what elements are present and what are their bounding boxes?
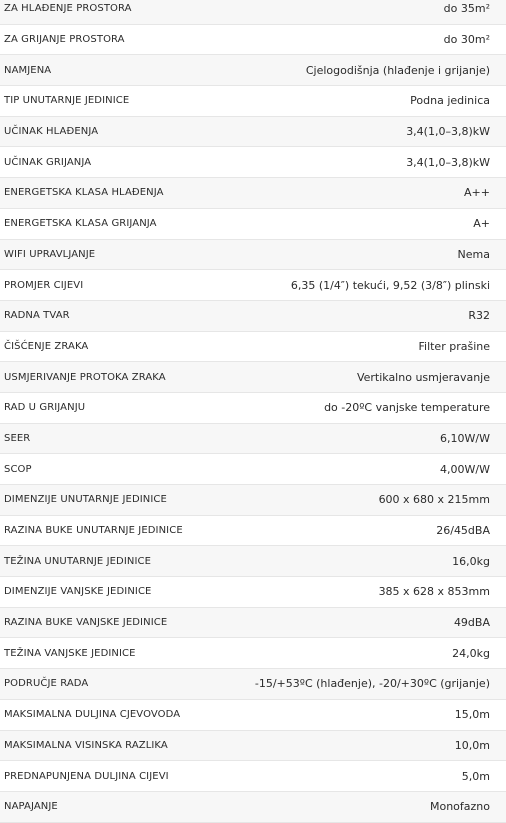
spec-value: 15,0m (454, 708, 490, 722)
spec-row (0, 86, 506, 117)
spec-row (0, 332, 506, 363)
spec-row (0, 761, 506, 792)
spec-value: 385 x 628 x 853mm (378, 585, 490, 599)
spec-value: 3,4(1,0–3,8)kW (406, 125, 490, 139)
spec-label: ČIŠĆENJE ZRAKA (4, 340, 89, 352)
spec-value: 6,35 (1/4″) tekući, 9,52 (3/8″) plinski (290, 278, 490, 292)
spec-label: PREDNAPUNJENA DULJINA CIJEVI (4, 770, 169, 782)
spec-row (0, 608, 506, 639)
spec-label: RAZINA BUKE VANJSKE JEDINICE (4, 617, 168, 629)
spec-row (0, 240, 506, 271)
spec-value: do 30m² (443, 33, 490, 47)
spec-value: Vertikalno usmjeravanje (356, 370, 490, 384)
spec-value: do 35m² (443, 2, 490, 16)
spec-value: 3,4(1,0–3,8)kW (406, 155, 490, 169)
spec-label: DIMENZIJE UNUTARNJE JEDINICE (4, 494, 167, 506)
spec-row (0, 792, 506, 823)
spec-label: ZA GRIJANJE PROSTORA (4, 34, 125, 46)
spec-value: Filter prašine (418, 339, 490, 353)
spec-value: A+ (473, 217, 490, 231)
spec-label: NAMJENA (4, 64, 52, 76)
spec-label: ENERGETSKA KLASA HLAĐENJA (4, 187, 164, 199)
spec-value: A++ (464, 186, 490, 200)
spec-label: ENERGETSKA KLASA GRIJANJA (4, 218, 157, 230)
spec-row (0, 454, 506, 485)
spec-label: TEŽINA VANJSKE JEDINICE (4, 647, 136, 659)
spec-label: RADNA TVAR (4, 310, 70, 322)
spec-label: MAKSIMALNA VISINSKA RAZLIKA (4, 739, 168, 751)
spec-label: SCOP (4, 463, 32, 475)
spec-row (0, 117, 506, 148)
spec-value: 16,0kg (452, 554, 490, 568)
spec-value: 26/45dBA (436, 524, 490, 538)
spec-row (0, 700, 506, 731)
spec-value: 10,0m (454, 738, 490, 752)
spec-label: ZA HLAĐENJE PROSTORA (4, 3, 132, 15)
spec-row (0, 424, 506, 455)
spec-row (0, 362, 506, 393)
spec-label: WIFI UPRAVLJANJE (4, 248, 96, 260)
spec-row (0, 669, 506, 700)
spec-value: 24,0kg (452, 646, 490, 660)
spec-row (0, 209, 506, 240)
spec-row (0, 270, 506, 301)
spec-value: Nema (457, 247, 490, 261)
spec-value: Monofazno (429, 800, 490, 814)
spec-label: RAD U GRIJANJU (4, 402, 86, 414)
spec-value: R32 (468, 309, 490, 323)
spec-row (0, 0, 506, 25)
spec-row (0, 546, 506, 577)
spec-label: RAZINA BUKE UNUTARNJE JEDINICE (4, 525, 183, 537)
spec-value: 4,00W/W (440, 462, 490, 476)
spec-row (0, 178, 506, 209)
spec-row (0, 516, 506, 547)
spec-row (0, 731, 506, 762)
spec-value: 49dBA (453, 616, 490, 630)
spec-label: UČINAK GRIJANJA (4, 156, 92, 168)
spec-value: Cjelogodišnja (hlađenje i grijanje) (305, 63, 490, 77)
spec-row (0, 577, 506, 608)
spec-label: USMJERIVANJE PROTOKA ZRAKA (4, 371, 166, 383)
spec-label: NAPAJANJE (4, 801, 58, 813)
spec-value: 6,10W/W (440, 431, 490, 445)
spec-row (0, 638, 506, 669)
spec-row (0, 485, 506, 516)
spec-label: MAKSIMALNA DULJINA CJEVOVODA (4, 709, 181, 721)
spec-label: TEŽINA UNUTARNJE JEDINICE (4, 555, 152, 567)
spec-row (0, 393, 506, 424)
spec-value: 600 x 680 x 215mm (378, 493, 490, 507)
spec-label: DIMENZIJE VANJSKE JEDINICE (4, 586, 152, 598)
spec-value: Podna jedinica (410, 94, 490, 108)
spec-row (0, 147, 506, 178)
spec-label: UČINAK HLAĐENJA (4, 126, 99, 138)
spec-row (0, 55, 506, 86)
spec-row (0, 25, 506, 56)
spec-label: PROMJER CIJEVI (4, 279, 84, 291)
spec-value: do -20ºC vanjske temperature (324, 401, 490, 415)
spec-label: SEER (4, 432, 31, 444)
spec-label: PODRUČJE RADA (4, 678, 89, 690)
spec-value: 5,0m (461, 769, 490, 783)
spec-label: TIP UNUTARNJE JEDINICE (4, 95, 130, 107)
spec-value: -15/+53ºC (hlađenje), -20/+30ºC (grijanje) (254, 677, 490, 691)
spec-row (0, 301, 506, 332)
